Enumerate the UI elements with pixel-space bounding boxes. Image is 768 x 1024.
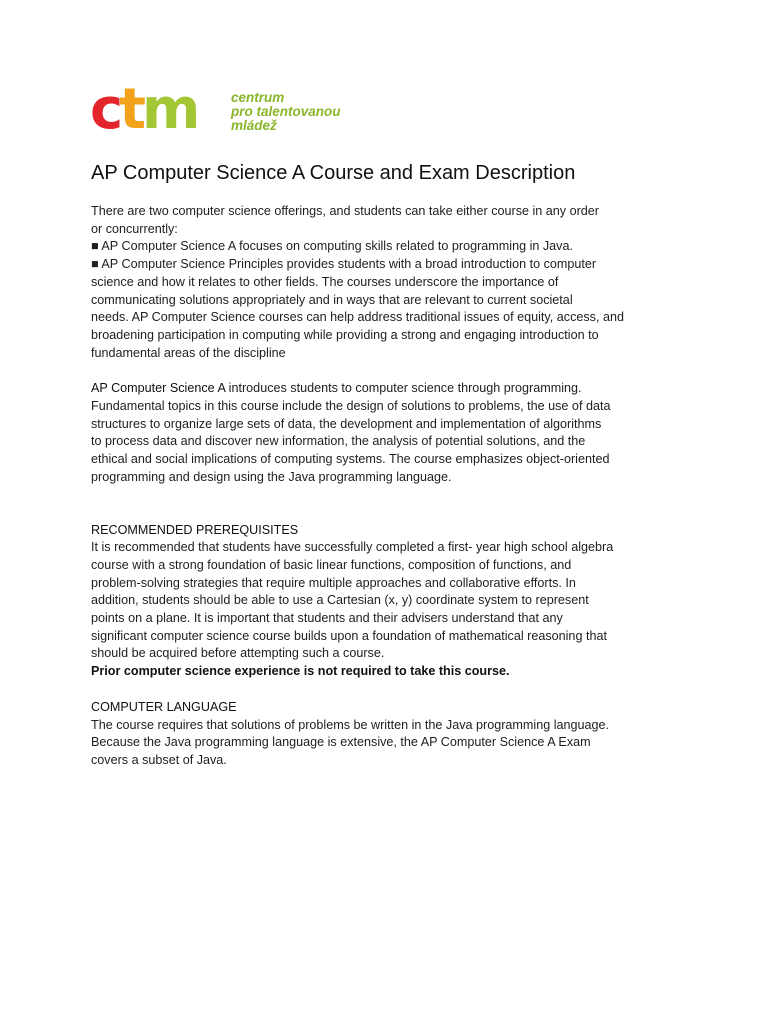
- text-line: needs. AP Computer Science courses can help address traditional issues of equity, access, and: [91, 310, 624, 325]
- bullet-csp: ■ AP Computer Science Principles provides students with a broad introduction to computer: [91, 257, 597, 272]
- text-line: points on a plane. It is important that students and their advisers understand that any: [91, 611, 563, 626]
- text-line: science and how it relates to other fields. The courses underscore the importance of: [91, 274, 559, 289]
- bullet-csa: ■ AP Computer Science A focuses on computing skills related to programming in Java.: [91, 239, 573, 254]
- text-line: ethical and social implications of computing systems. The course emphasizes object-oriented: [91, 452, 610, 467]
- prereq-heading: RECOMMENDED PREREQUISITES: [91, 522, 299, 537]
- spacer: [91, 487, 681, 522]
- document-title: AP Computer Science A Course and Exam Description: [91, 162, 576, 184]
- csa-lead: AP Computer Science A: [91, 381, 226, 396]
- text-line: The course requires that solutions of problems be written in the Java programming language.: [91, 717, 610, 732]
- spacer: [91, 681, 681, 699]
- text-line: There are two computer science offerings, and students can take either course in any order: [91, 204, 599, 218]
- text-line: to process data and discover new information, the analysis of potential solutions, and the: [91, 434, 586, 449]
- text-line: covers a subset of Java.: [91, 752, 227, 767]
- logo-line-1: centrum: [231, 90, 285, 105]
- text-line: communicating solutions appropriately and in ways that are relevant to current societal: [91, 292, 573, 307]
- prereq-section: [91, 522, 681, 681]
- ctm-logo-mark: ctm: [90, 77, 197, 142]
- text-line: addition, students should be able to use a Cartesian (x, y) coordinate system to represent: [91, 593, 589, 608]
- intro-paragraph: [91, 203, 681, 362]
- text-line: should be acquired before attempting such a course.: [91, 646, 385, 661]
- ctm-logo: [90, 77, 360, 142]
- csa-lead-rest: introduces students to computer science through programming.: [225, 381, 582, 396]
- prereq-note: Prior computer science experience is not required to take this course.: [91, 664, 510, 679]
- text-line: structures to organize large sets of data, the development and implementation of algorithms: [91, 416, 602, 431]
- document-body: [91, 203, 681, 770]
- language-heading: COMPUTER LANGUAGE: [91, 699, 237, 714]
- text-line: fundamental areas of the discipline: [91, 345, 286, 360]
- logo-line-2: pro talentovanou: [231, 104, 341, 119]
- text-line: broadening participation in computing while providing a strong and engaging introduction to: [91, 327, 599, 342]
- language-section: [91, 699, 681, 770]
- text-line: course with a strong foundation of basic linear functions, composition of functions, and: [91, 557, 572, 572]
- text-line: It is recommended that students have successfully completed a first- year high school algebra: [91, 540, 614, 555]
- text-line: [91, 380, 681, 398]
- logo-line-3: mládež: [231, 118, 277, 133]
- text-line: significant computer science course builds upon a foundation of mathematical reasoning that: [91, 628, 607, 643]
- text-line: Fundamental topics in this course include the design of solutions to problems, the use of data: [91, 399, 611, 414]
- text-line: Because the Java programming language is extensive, the AP Computer Science A Exam: [91, 735, 591, 750]
- text-line: or concurrently:: [91, 221, 178, 236]
- csa-paragraph: [91, 380, 681, 486]
- ctm-logo-text: [231, 91, 341, 133]
- text-line: problem-solving strategies that require multiple approaches and collaborative efforts. In: [91, 575, 576, 590]
- text-line: programming and design using the Java programming language.: [91, 469, 452, 484]
- spacer: [91, 362, 681, 380]
